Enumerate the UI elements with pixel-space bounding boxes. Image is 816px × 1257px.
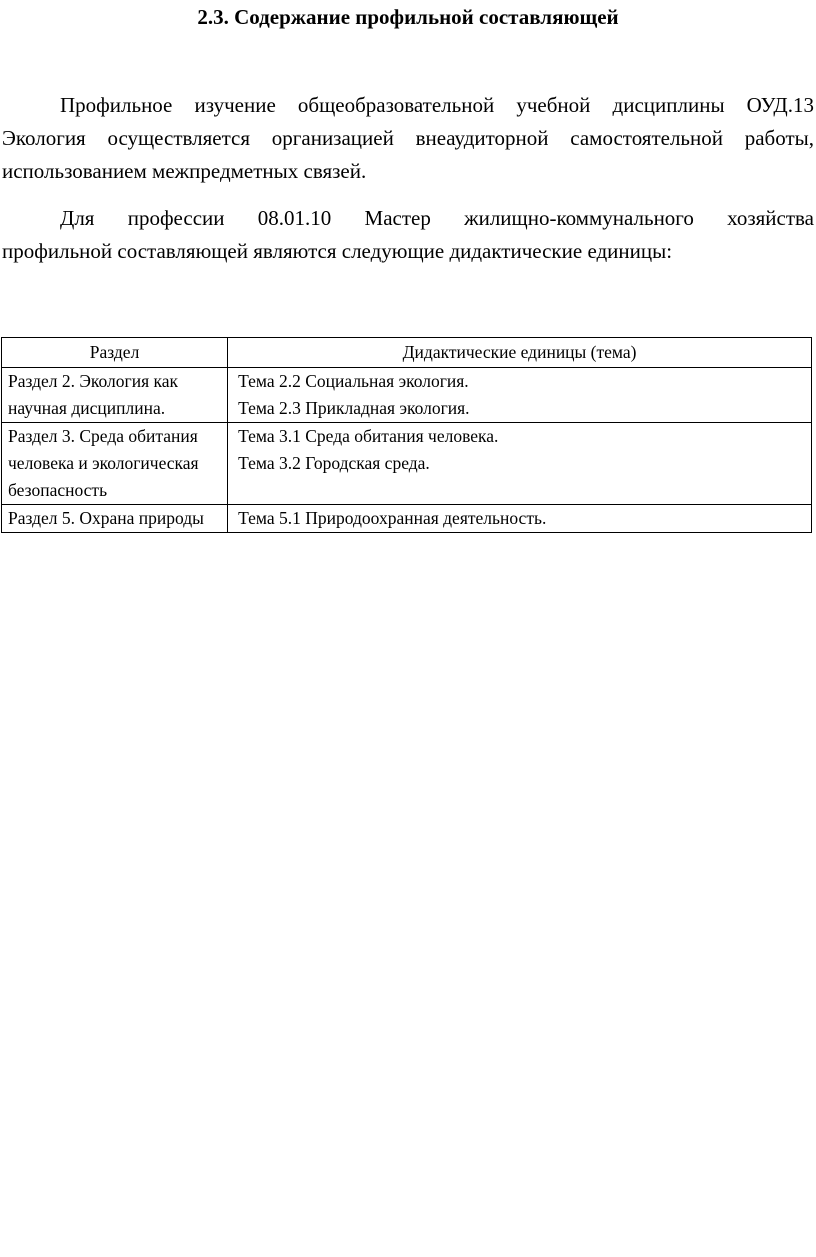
section-cell: Раздел 2. Экология как научная дисциплина. bbox=[2, 368, 228, 423]
section-cell: Раздел 5. Охрана природы bbox=[2, 505, 228, 533]
topics-cell bbox=[228, 505, 812, 533]
topic-item: Тема 2.3 Прикладная экология. bbox=[238, 398, 470, 418]
table-row bbox=[2, 423, 812, 505]
section-heading: 2.3. Содержание профильной составляющей bbox=[197, 5, 619, 29]
column-header-section: Раздел bbox=[2, 338, 228, 368]
topics-cell bbox=[228, 368, 812, 423]
table-row bbox=[2, 505, 812, 533]
table-header-row bbox=[2, 338, 812, 368]
topics-cell bbox=[228, 423, 812, 505]
profession-paragraph-line-2: профильной составляющей являются следующие дидактические единицы: bbox=[2, 239, 673, 263]
didactic-units-table bbox=[1, 337, 812, 533]
table-row bbox=[2, 368, 812, 423]
intro-paragraph: Профильное изучение общеобразовательной учебной дисциплины ОУД.13 Экология осуществляется организацией внеаудиторной самостоятельной работы, использованием межпредметных связей. bbox=[2, 93, 814, 183]
column-header-topics: Дидактические единицы (тема) bbox=[228, 338, 812, 368]
profession-paragraph-line-1: Для профессии 08.01.10 Мастер жилищно-коммунального хозяйства bbox=[60, 206, 814, 230]
section-cell: Раздел 3. Среда обитания человека и экологическая безопасность bbox=[2, 423, 228, 505]
profession-paragraph bbox=[2, 202, 814, 268]
topic-item: Тема 3.2 Городская среда. bbox=[238, 453, 430, 473]
topic-item: Тема 2.2 Социальная экология. bbox=[238, 371, 469, 391]
topic-item: Тема 3.1 Среда обитания человека. bbox=[238, 426, 499, 446]
topic-item: Тема 5.1 Природоохранная деятельность. bbox=[238, 508, 547, 528]
